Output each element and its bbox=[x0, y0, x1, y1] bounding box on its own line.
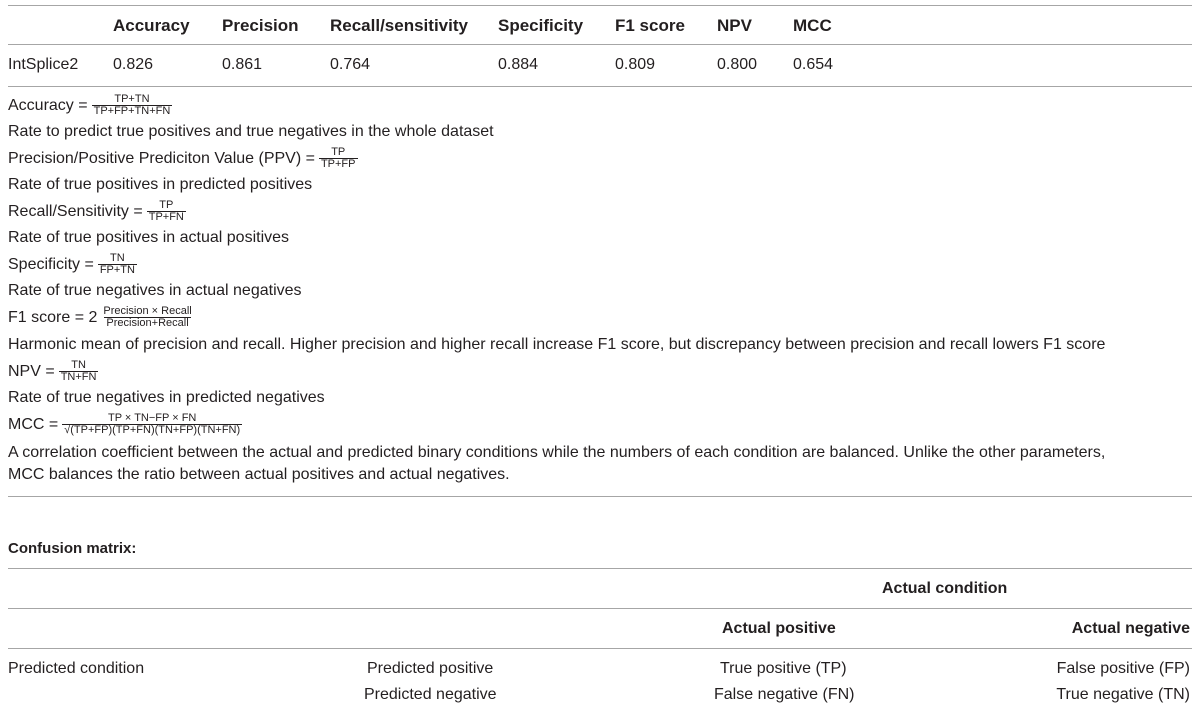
col-header-mcc: MCC bbox=[793, 16, 832, 35]
header-rule bbox=[8, 44, 1192, 45]
formula-label: Recall/Sensitivity = bbox=[8, 202, 143, 220]
denominator: TP+FP bbox=[320, 158, 356, 170]
cell-recall: 0.764 bbox=[330, 56, 371, 73]
definition-text: Rate to predict true positives and true negatives in the whole dataset bbox=[8, 123, 494, 140]
formula-label: F1 score = 2 bbox=[8, 308, 98, 326]
numerator: Precision × Recall bbox=[103, 305, 192, 317]
formula-label: MCC = bbox=[8, 415, 59, 433]
fraction bbox=[92, 94, 173, 117]
numerator: TN bbox=[110, 252, 125, 264]
definition-text: Rate of true positives in actual positives bbox=[8, 229, 290, 246]
cell-accuracy: 0.826 bbox=[113, 56, 154, 73]
confusion-top-rule bbox=[8, 568, 1192, 569]
col-header-f1: F1 score bbox=[615, 16, 685, 35]
actual-positive-header: Actual positive bbox=[722, 620, 836, 637]
numerator: TP bbox=[331, 146, 346, 158]
denominator: TN+FN bbox=[60, 371, 97, 383]
confusion-header-rule bbox=[8, 608, 1192, 609]
formula-precision bbox=[8, 147, 358, 170]
denominator: TP+FP+TN+FN bbox=[93, 105, 171, 117]
predicted-negative-label: Predicted negative bbox=[364, 686, 497, 703]
formula-f1 bbox=[8, 306, 194, 329]
fraction bbox=[101, 306, 193, 329]
formula-label: Specificity = bbox=[8, 255, 94, 273]
cell-npv: 0.800 bbox=[717, 56, 758, 73]
definition-text: Rate of true negatives in predicted negatives bbox=[8, 389, 325, 406]
section-rule bbox=[8, 496, 1192, 497]
row-label: IntSplice2 bbox=[8, 56, 79, 73]
confusion-title: Confusion matrix: bbox=[8, 540, 137, 557]
formula-specificity bbox=[8, 253, 137, 276]
cell-true-negative: True negative (TN) bbox=[1056, 686, 1190, 703]
numerator: TP+TN bbox=[114, 93, 150, 105]
formula-npv bbox=[8, 360, 98, 383]
cell-false-positive: False positive (FP) bbox=[1056, 660, 1190, 677]
col-header-npv: NPV bbox=[717, 16, 752, 35]
footnote-rule bbox=[8, 86, 1192, 87]
definition-text: Rate of true positives in predicted positives bbox=[8, 176, 313, 193]
denominator: FP+TN bbox=[99, 264, 135, 276]
formula-recall bbox=[8, 200, 186, 223]
confusion-body-rule bbox=[8, 648, 1192, 649]
numerator: TN bbox=[71, 359, 86, 371]
cell-specificity: 0.884 bbox=[498, 56, 539, 73]
denominator: TP+FN bbox=[148, 211, 184, 223]
definition-text: Rate of true negatives in actual negatives bbox=[8, 282, 302, 299]
col-header-accuracy: Accuracy bbox=[113, 16, 190, 35]
cell-precision: 0.861 bbox=[222, 56, 263, 73]
col-header-specificity: Specificity bbox=[498, 16, 584, 35]
fraction bbox=[147, 200, 186, 223]
cell-true-positive: True positive (TP) bbox=[720, 660, 847, 677]
numerator: TP bbox=[159, 199, 174, 211]
col-header-precision: Precision bbox=[222, 16, 299, 35]
denominator: √(TP+FP)(TP+FN)(TN+FP)(TN+FN) bbox=[64, 424, 241, 436]
col-header-recall: Recall/sensitivity bbox=[330, 16, 468, 35]
formula-label: NPV = bbox=[8, 362, 55, 380]
actual-condition-header: Actual condition bbox=[882, 580, 1008, 597]
predicted-condition-label: Predicted condition bbox=[8, 660, 145, 677]
formula-mcc bbox=[8, 413, 242, 436]
cell-mcc: 0.654 bbox=[793, 56, 834, 73]
formula-label: Precision/Positive Prediciton Value (PPV) = bbox=[8, 149, 315, 167]
table-top-rule bbox=[8, 5, 1192, 6]
formula-label: Accuracy = bbox=[8, 96, 88, 114]
fraction bbox=[319, 147, 358, 170]
definition-text: Harmonic mean of precision and recall. Higher precision and higher recall increase F1 score, but discrepancy between precision and recall lowers F1 score bbox=[8, 336, 1106, 353]
fraction bbox=[98, 253, 137, 276]
fraction bbox=[59, 360, 99, 383]
definition-text-cont: MCC balances the ratio between actual positives and actual negatives. bbox=[8, 466, 510, 483]
denominator: Precision+Recall bbox=[106, 317, 189, 329]
cell-f1: 0.809 bbox=[615, 56, 656, 73]
actual-negative-header: Actual negative bbox=[1071, 620, 1190, 637]
formula-accuracy bbox=[8, 94, 172, 117]
fraction bbox=[62, 413, 242, 436]
predicted-positive-label: Predicted positive bbox=[367, 660, 494, 677]
definition-text: A correlation coefficient between the actual and predicted binary conditions while the numbers of each condition are balanced. Unlike the other parameters, bbox=[8, 444, 1106, 461]
numerator: TP × TN−FP × FN bbox=[108, 412, 197, 424]
cell-false-negative: False negative (FN) bbox=[714, 686, 855, 703]
